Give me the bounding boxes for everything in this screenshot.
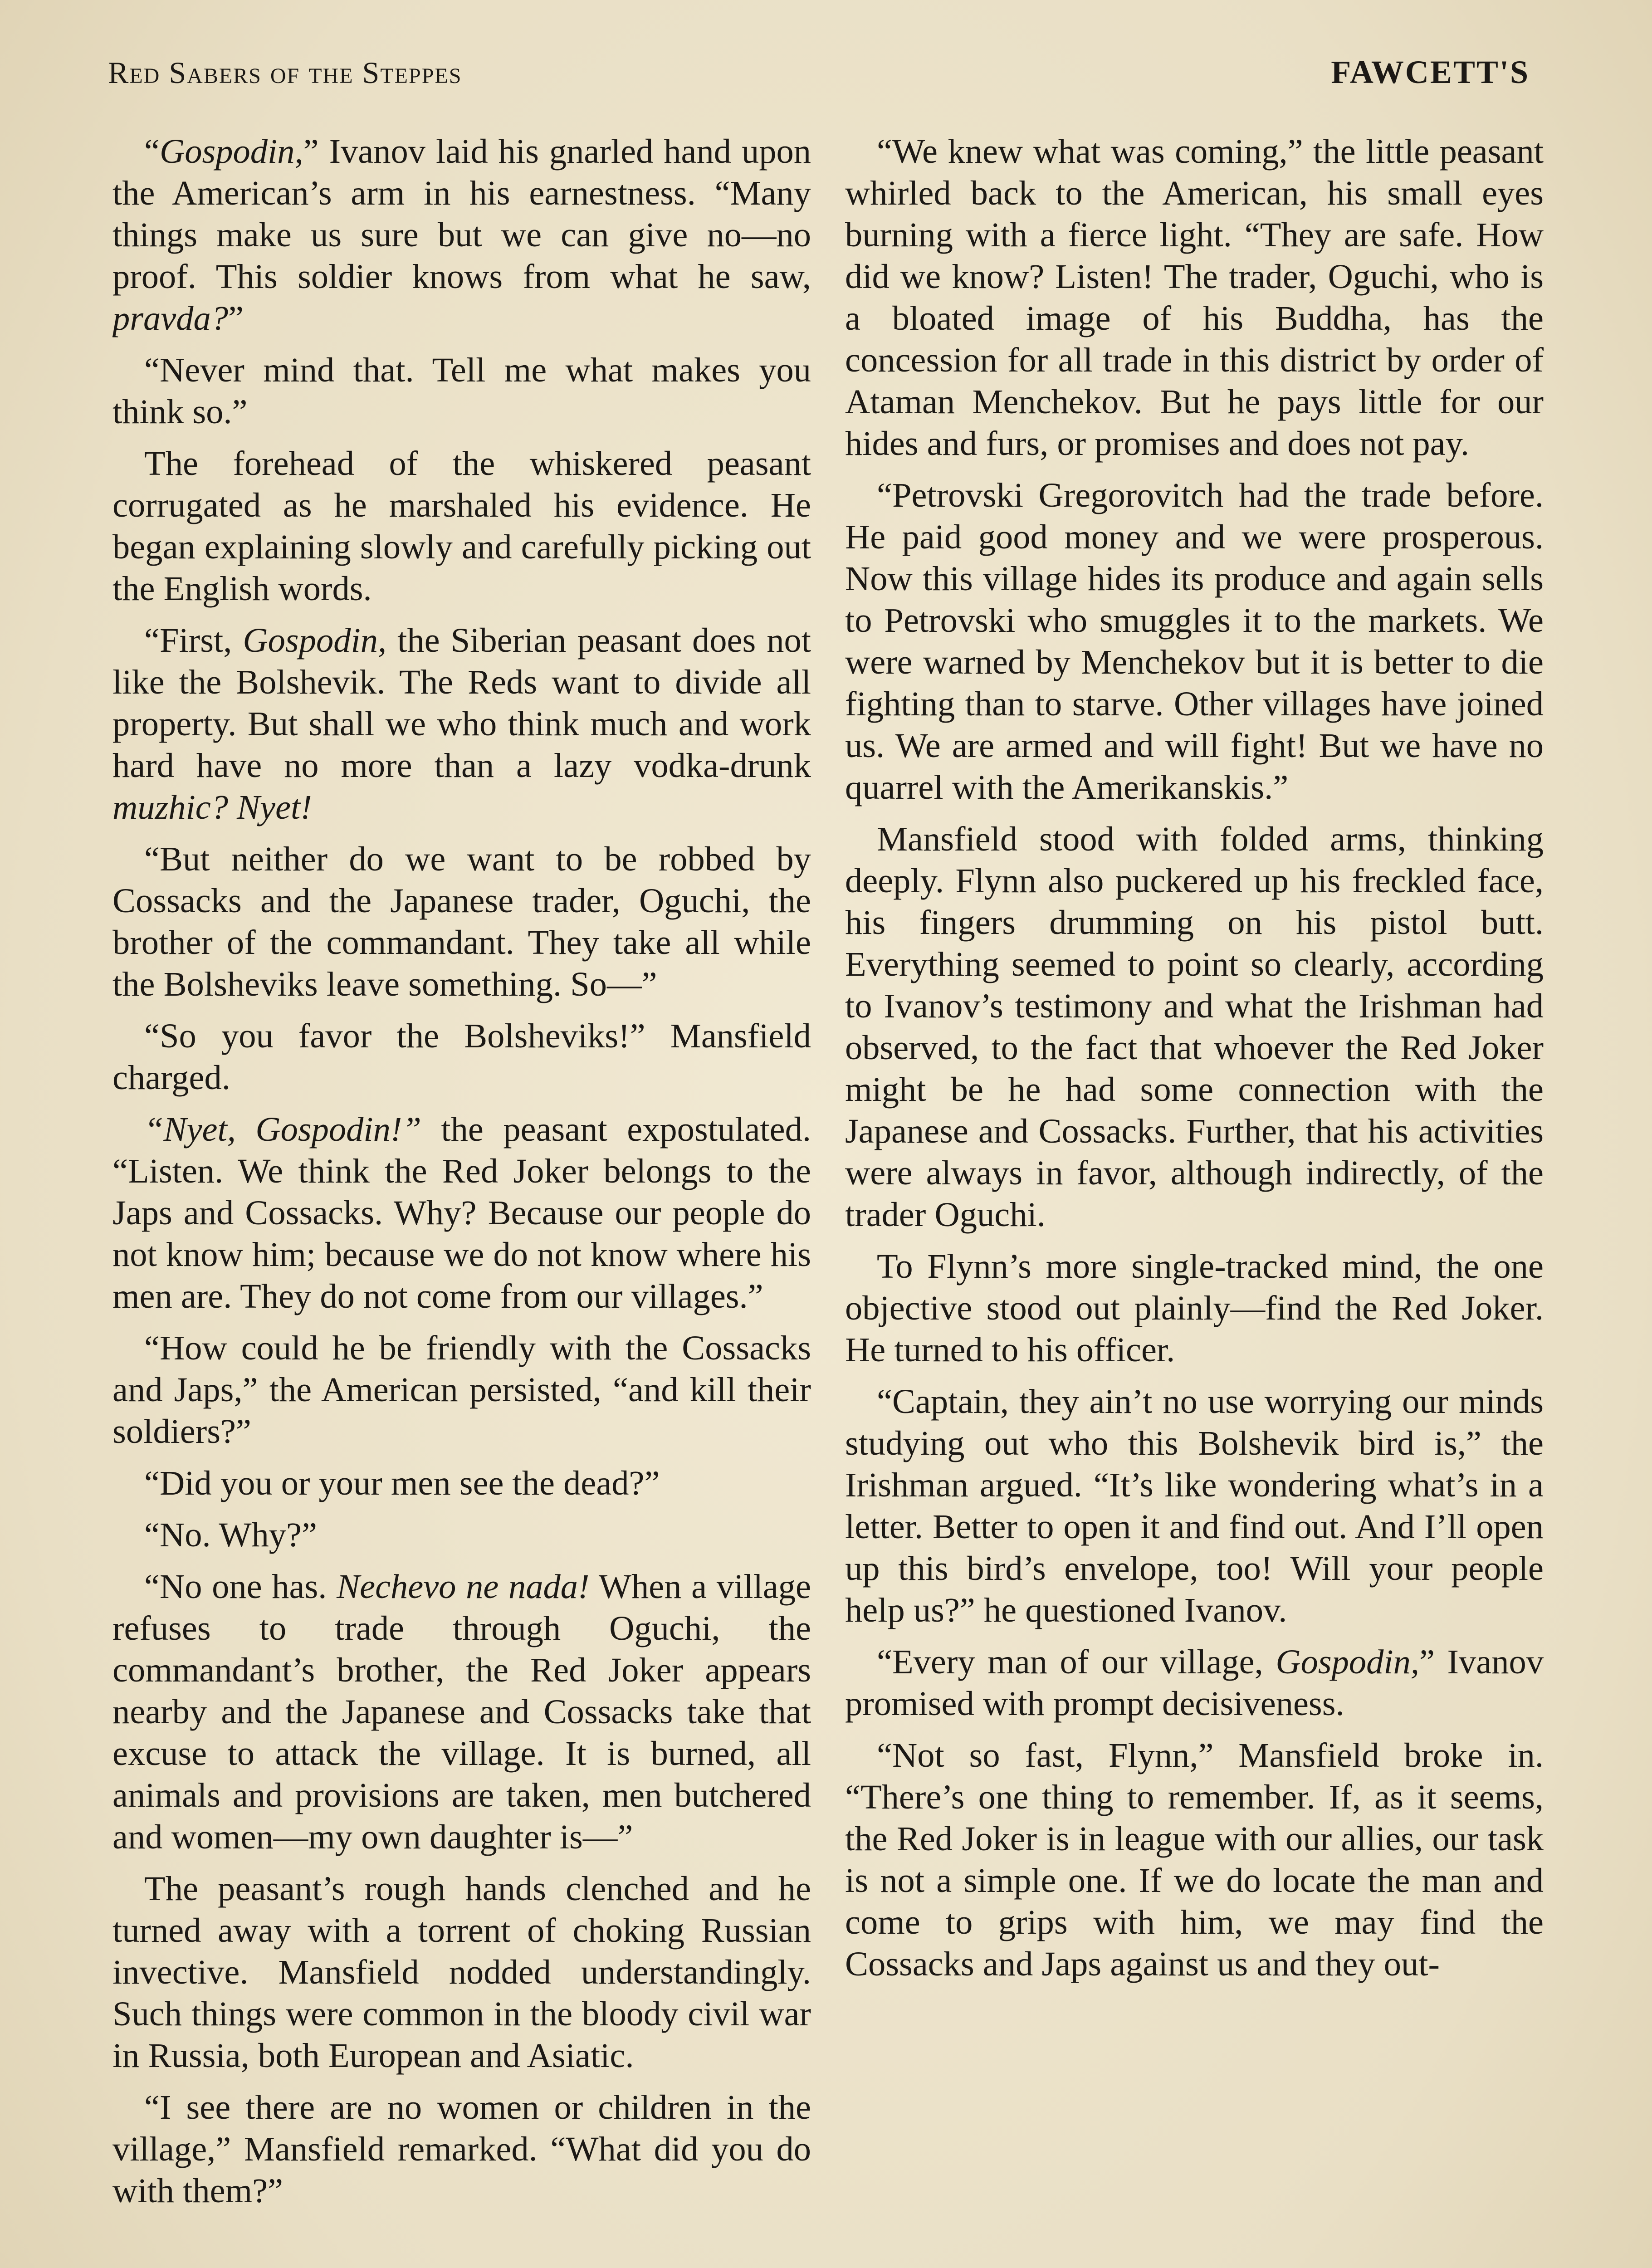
text-run: “Not so fast, Flynn,” Mansfield broke in. “There’s one thing to remember. If, as it seems, the Red Joker is in league with our allies, our task is not a simple one. If we do locate the man and come to grips with him, we may find the Cossacks and Japs against us and they out- [845,1736,1544,1983]
italic-text: pravda? [112,299,228,337]
paragraph [845,1735,1544,1985]
text-run: “Did you or your men see the dead?” [144,1464,660,1502]
text-run: ” Ivanov laid his gnarled hand upon the American’s arm in his earnestness. “Many things make us sure but we can give no—no proof. This soldier knows from what he saw, [112,132,811,296]
text-run: Mansfield stood with folded arms, thinking deeply. Flynn also puckered up his freckled face, his fingers drumming on his pistol butt. Everything seemed to point so clearly, according to Ivanov’s testimony and what the Irishman had observed, to the fact that whoever the Red Joker might be he had some connection with the Japanese and Cossacks. Further, that his activities were always in favor, although indirectly, of the trader Oguchi. [845,820,1544,1234]
magazine-name: FAWCETT'S [1331,54,1530,90]
right-column [845,131,1544,2268]
text-run: “Captain, they ain’t no use worrying our minds studying out who this Bolshevik bird is,” the Irishman argued. “It’s like wondering what’s in a letter. Better to open it and find out. And I’ll open up this bird’s envelope, too! Will your people help us?” he questioned Ivanov. [845,1382,1544,1629]
italic-text: Nechevo ne nada! [337,1567,590,1606]
text-run: “We knew what was coming,” the little peasant whirled back to the American, his small eyes burning with a fierce light. “They are safe. How did we know? Listen! The trader, Oguchi, who is a bloated image of his Buddha, has the concession for all trade in this district by order of Ataman Menchekov. But he pays little for our hides and furs, or promises and does not pay. [845,132,1544,463]
paragraph [112,1015,811,1099]
paragraph [112,443,811,610]
text-run: the Siberian peasant does not like the Bolshevik. The Reds want to divide all property. But shall we who think much and work hard have no more than a lazy vodka-drunk [112,621,811,785]
text-run: “No. Why?” [144,1515,317,1554]
italic-text: “Nyet, Gospodin!” [144,1110,421,1149]
paragraph [112,1868,811,2077]
text-run: To Flynn’s more single-tracked mind, the one objective stood out plainly—find the Red Joker. He turned to his officer. [845,1247,1544,1369]
text-run: “ [144,132,160,171]
paragraph [845,1381,1544,1631]
text-run: ” [228,299,244,337]
paragraph [845,474,1544,808]
paragraph [112,620,811,828]
paragraph [112,1327,811,1452]
text-run: ” Ivanov promised with prompt decisiveness. [845,1642,1544,1723]
text-run: “Every man of our village, [877,1642,1276,1681]
text-run: When a village refuses to trade through Oguchi, the commandant’s brother, the Red Joker appears nearby and the Japanese and Cossacks take that excuse to attack the village. It is burned, all animals and provisions are taken, men butchered and women—my own daughter is—” [112,1567,811,1856]
text-run: “No one has. [144,1567,337,1606]
text-columns [112,131,1544,2268]
text-run: “First, [144,621,243,660]
left-column [112,131,811,2268]
paragraph [845,131,1544,464]
text-run: “How could he be friendly with the Cossacks and Japs,” the American persisted, “and kill their soldiers?” [112,1329,811,1451]
text-run: “I see there are no women or children in the village,” Mansfield remarked. “What did you do with them?” [112,2088,811,2210]
text-run: “So you favor the Bolsheviks!” Mansfield charged. [112,1017,811,1097]
paragraph [845,1641,1544,1725]
paragraph [845,818,1544,1236]
paragraph [845,1246,1544,1371]
running-head [108,54,1530,94]
paragraph [112,838,811,1005]
text-run: the peasant expostulated. “Listen. We think the Red Joker belongs to the Japs and Cossacks. Why? Because our people do not know him; because we do not know where his men are. They do not come from our villages.” [112,1110,811,1315]
italic-text: Gospodin, [159,132,303,171]
text-run: “Never mind that. Tell me what makes you think so.” [112,351,811,431]
text-run: “Petrovski Gregorovitch had the trade before. He paid good money and we were prosperous. Now this village hides its produce and again sells to Petrovski who smuggles it to the markets. We were warned by Menchekov but it is better to die fighting than to starve. Other villages have joined us. We are armed and will fight! But we have no quarrel with the Amerikanskis.” [845,476,1544,807]
text-run: The peasant’s rough hands clenched and he turned away with a torrent of choking Russian invective. Mansfield nodded understandingly. Such things were common in the bloody civil war in Russia, both European and Asiatic. [112,1869,811,2075]
paragraph [112,1566,811,1858]
paragraph [112,1109,811,1317]
paragraph [112,131,811,339]
story-title: Red Sabers of the Steppes [108,55,462,90]
paragraph [112,349,811,433]
italic-text: Gospodin, [1276,1642,1419,1681]
italic-text: muzhic? Nyet! [112,788,312,826]
text-run: The forehead of the whiskered peasant corrugated as he marshaled his evidence. He began explaining slowly and carefully picking out the English words. [112,444,811,608]
italic-text: Gospodin, [243,621,387,660]
text-run: “But neither do we want to be robbed by Cossacks and the Japanese trader, Oguchi, the brother of the commandant. They take all while the Bolsheviks leave something. So—” [112,840,811,1003]
paragraph [112,2087,811,2212]
paragraph [112,1514,811,1556]
paragraph [112,1462,811,1504]
